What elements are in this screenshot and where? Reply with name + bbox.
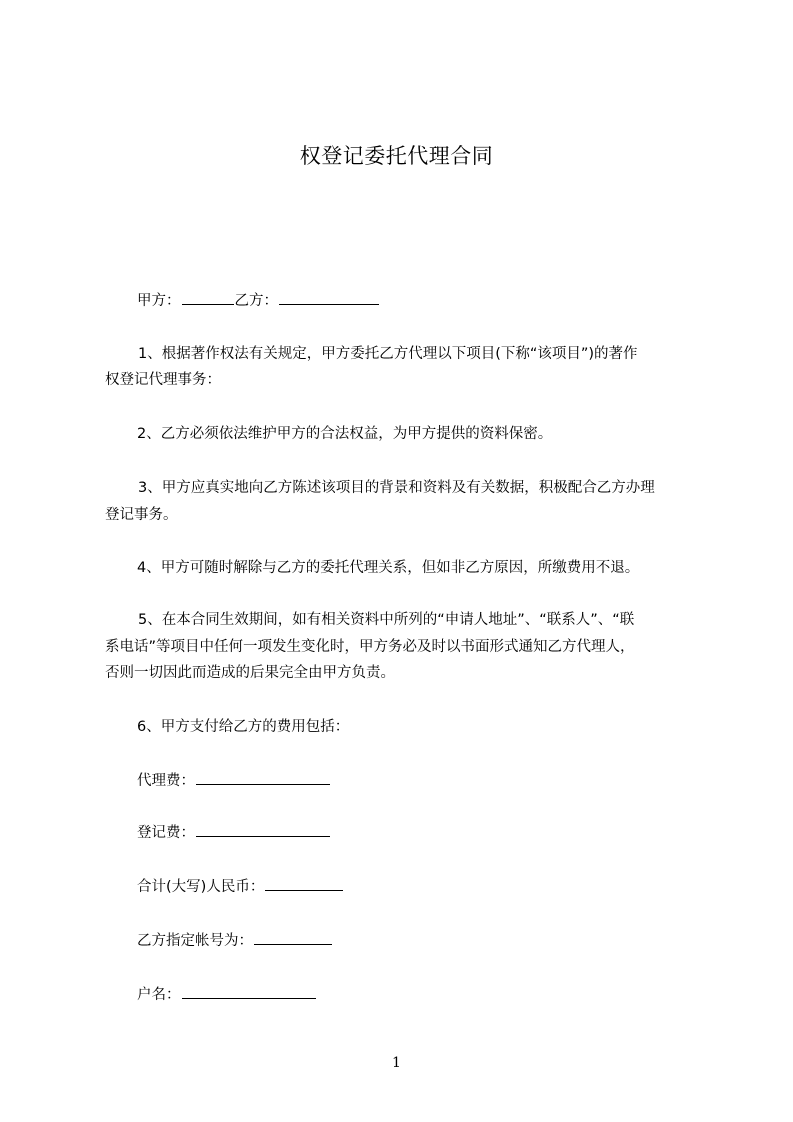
party-a-label: 甲方：	[137, 293, 181, 309]
party-b-label: 乙方：	[234, 293, 278, 309]
party-a-blank	[182, 290, 234, 305]
account-name-blank	[182, 984, 316, 999]
total-rmb-blank	[265, 876, 343, 891]
page-number: 1	[392, 1055, 401, 1071]
registration-fee-field	[137, 820, 747, 846]
registration-fee-label: 登记费：	[137, 825, 195, 841]
parties-line	[137, 288, 747, 314]
agency-fee-field	[137, 768, 747, 794]
account-blank	[254, 930, 332, 945]
account-field	[137, 928, 747, 954]
clause-6-line-1: 6、甲方支付给乙方的费用包括：	[137, 719, 350, 735]
clause-5-line-1: 5、在本合同生效期间，如有相关资料中所列的“申请人地址”、“联系人”、“联	[138, 612, 635, 628]
document-title: 权登记委托代理合同	[299, 144, 494, 168]
clause-3-line-1: 3、甲方应真实地向乙方陈述该项目的背景和资料及有关数据，积极配合乙方办理	[138, 480, 655, 496]
clause-5-line-2: 系电话”等项目中任何一项发生变化时，甲方务必及时以书面形式通知乙方代理人，	[105, 639, 635, 655]
clause-2-line-1: 2、乙方必须依法维护甲方的合法权益，为甲方提供的资料保密。	[137, 426, 553, 442]
account-name-label: 户名：	[137, 987, 181, 1003]
clause-5-line-3: 否则一切因此而造成的后果完全由甲方负责。	[105, 665, 395, 681]
agency-fee-blank	[196, 770, 330, 785]
party-b-blank	[279, 290, 379, 305]
agency-fee-label: 代理费：	[137, 773, 195, 789]
total-rmb-label: 合计(大写)人民币：	[137, 879, 265, 895]
clause-1-line-2: 权登记代理事务：	[105, 372, 221, 388]
clause-3-line-2: 登记事务。	[105, 507, 178, 523]
account-name-field	[137, 982, 747, 1008]
clause-4-line-1: 4、甲方可随时解除与乙方的委托代理关系，但如非乙方原因，所缴费用不退。	[137, 560, 640, 576]
clause-1-line-1: 1、根据著作权法有关规定，甲方委托乙方代理以下项目(下称“该项目”)的著作	[138, 346, 638, 362]
account-label: 乙方指定帐号为：	[137, 933, 253, 949]
total-rmb-field	[137, 874, 747, 900]
registration-fee-blank	[196, 822, 330, 837]
